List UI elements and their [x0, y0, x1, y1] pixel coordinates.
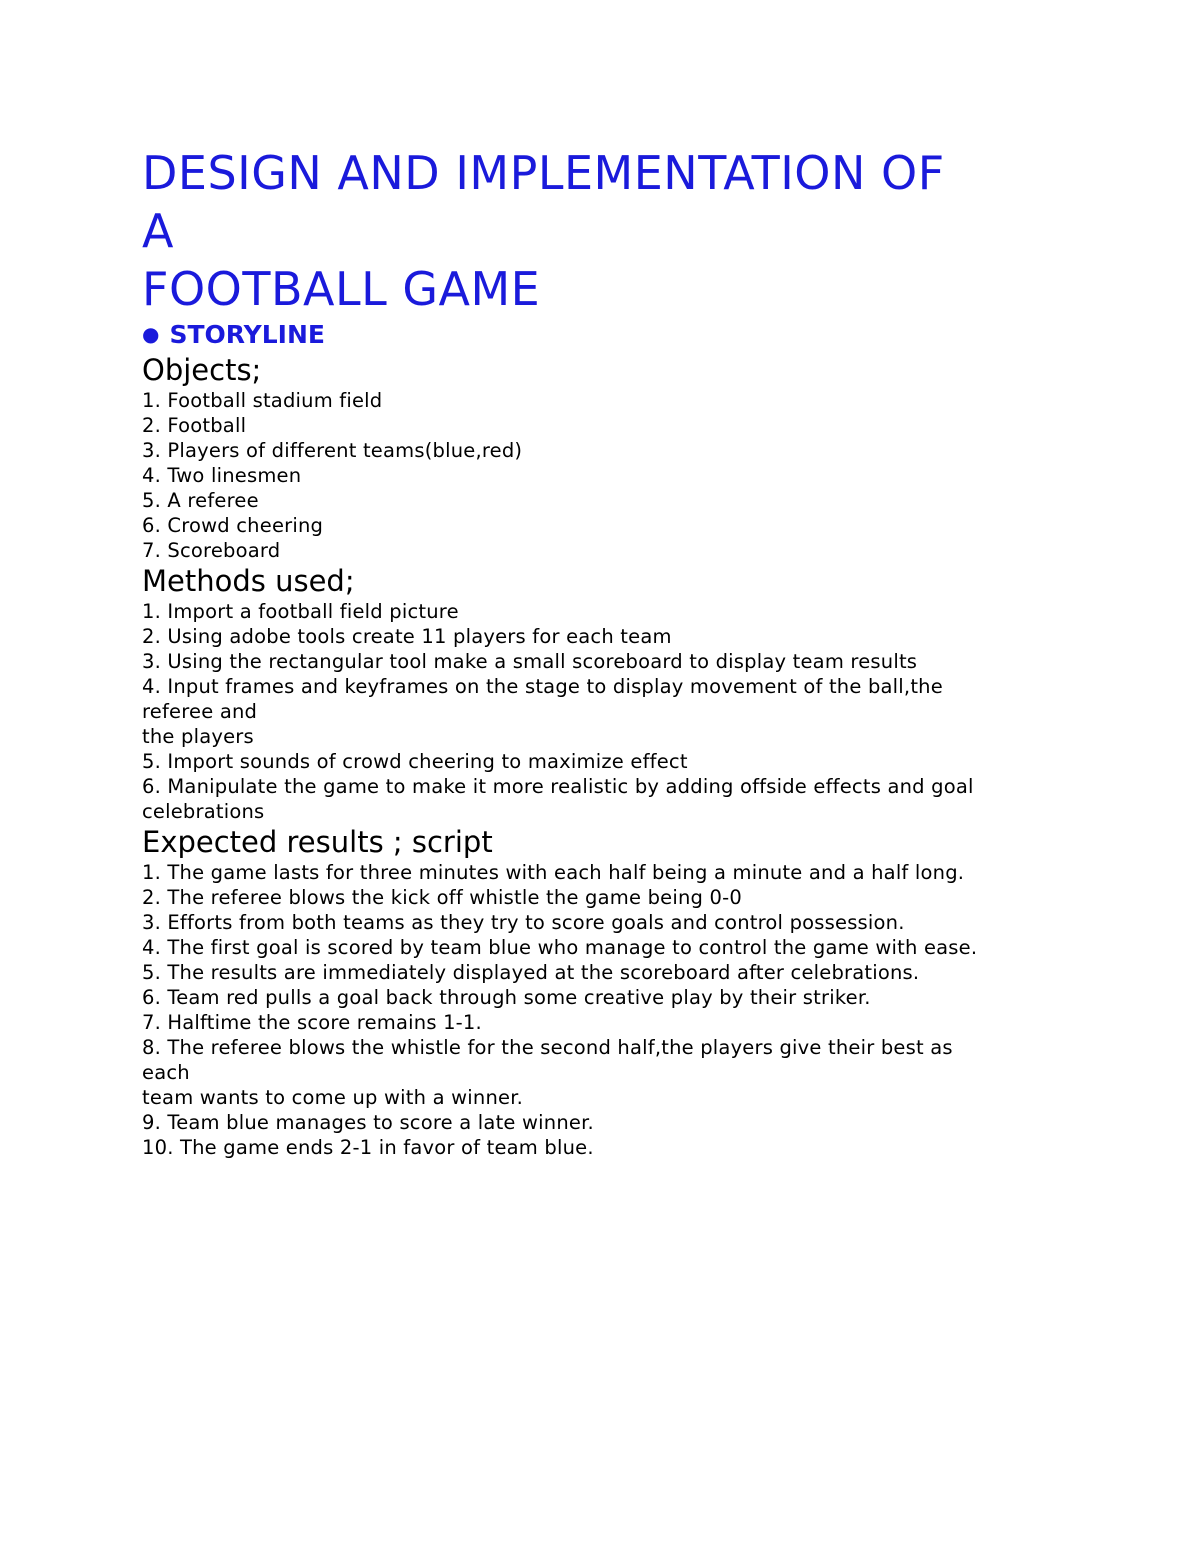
list-item-line: referee and	[142, 700, 258, 723]
list-item	[142, 649, 1142, 674]
results-list	[142, 860, 1142, 1160]
list-item-line: 9. Team blue manages to score a late winner.	[142, 1111, 594, 1134]
results-heading: Expected results ; script	[142, 825, 493, 859]
list-item	[142, 674, 1142, 749]
list-item	[142, 935, 1142, 960]
bullet-icon: ●	[142, 322, 160, 346]
methods-list	[142, 599, 1142, 824]
list-item: 6. Crowd cheering	[142, 514, 324, 537]
list-item	[142, 749, 1142, 774]
list-item-line: the players	[142, 725, 254, 748]
list-item-line: team wants to come up with a winner.	[142, 1086, 524, 1109]
list-item-line: 2. The referee blows the kick off whistle the game being 0-0	[142, 886, 742, 909]
list-item-line: each	[142, 1061, 190, 1084]
list-item	[142, 774, 1142, 824]
storyline-label: STORYLINE	[169, 320, 325, 349]
list-item-line: 10. The game ends 2-1 in favor of team blue.	[142, 1136, 594, 1159]
list-item-line: 6. Manipulate the game to make it more realistic by adding offside effects and goal	[142, 775, 974, 798]
title-line-3: FOOTBALL GAME	[142, 262, 541, 316]
list-item: 5. A referee	[142, 489, 259, 512]
list-item	[142, 1110, 1142, 1135]
list-item: 2. Football	[142, 414, 247, 437]
objects-list	[142, 388, 1142, 563]
list-item	[142, 885, 1142, 910]
title-line-2: A	[142, 204, 174, 258]
list-item-line: 4. Input frames and keyframes on the stage to display movement of the ball,the	[142, 675, 943, 698]
list-item	[142, 985, 1142, 1010]
list-item	[142, 1010, 1142, 1035]
document-page	[142, 144, 1142, 1160]
list-item-line: 4. The first goal is scored by team blue who manage to control the game with ease.	[142, 936, 978, 959]
methods-heading: Methods used;	[142, 564, 355, 598]
list-item-line: 1. The game lasts for three minutes with each half being a minute and a half long.	[142, 861, 965, 884]
list-item: 3. Players of different teams(blue,red)	[142, 439, 523, 462]
list-item	[142, 599, 1142, 624]
document-title	[142, 144, 1142, 318]
title-line-1: DESIGN AND IMPLEMENTATION OF	[142, 146, 945, 200]
objects-heading: Objects;	[142, 353, 262, 387]
list-item-line: 7. Halftime the score remains 1-1.	[142, 1011, 482, 1034]
list-item-line: 5. Import sounds of crowd cheering to maximize effect	[142, 750, 688, 773]
list-item	[142, 1135, 1142, 1160]
list-item	[142, 624, 1142, 649]
list-item-line: 1. Import a football field picture	[142, 600, 459, 623]
list-item-line: 2. Using adobe tools create 11 players for each team	[142, 625, 672, 648]
list-item: 4. Two linesmen	[142, 464, 302, 487]
list-item	[142, 910, 1142, 935]
list-item	[142, 1035, 1142, 1110]
list-item-line: 3. Efforts from both teams as they try to score goals and control possession.	[142, 911, 905, 934]
list-item-line: 5. The results are immediately displayed at the scoreboard after celebrations.	[142, 961, 920, 984]
list-item	[142, 960, 1142, 985]
list-item-line: 3. Using the rectangular tool make a small scoreboard to display team results	[142, 650, 918, 673]
storyline-heading	[142, 318, 1142, 352]
list-item-line: 8. The referee blows the whistle for the second half,the players give their best as	[142, 1036, 953, 1059]
list-item: 7. Scoreboard	[142, 539, 281, 562]
list-item-line: celebrations	[142, 800, 265, 823]
list-item	[142, 860, 1142, 885]
list-item-line: 6. Team red pulls a goal back through some creative play by their striker.	[142, 986, 871, 1009]
list-item: 1. Football stadium field	[142, 389, 383, 412]
